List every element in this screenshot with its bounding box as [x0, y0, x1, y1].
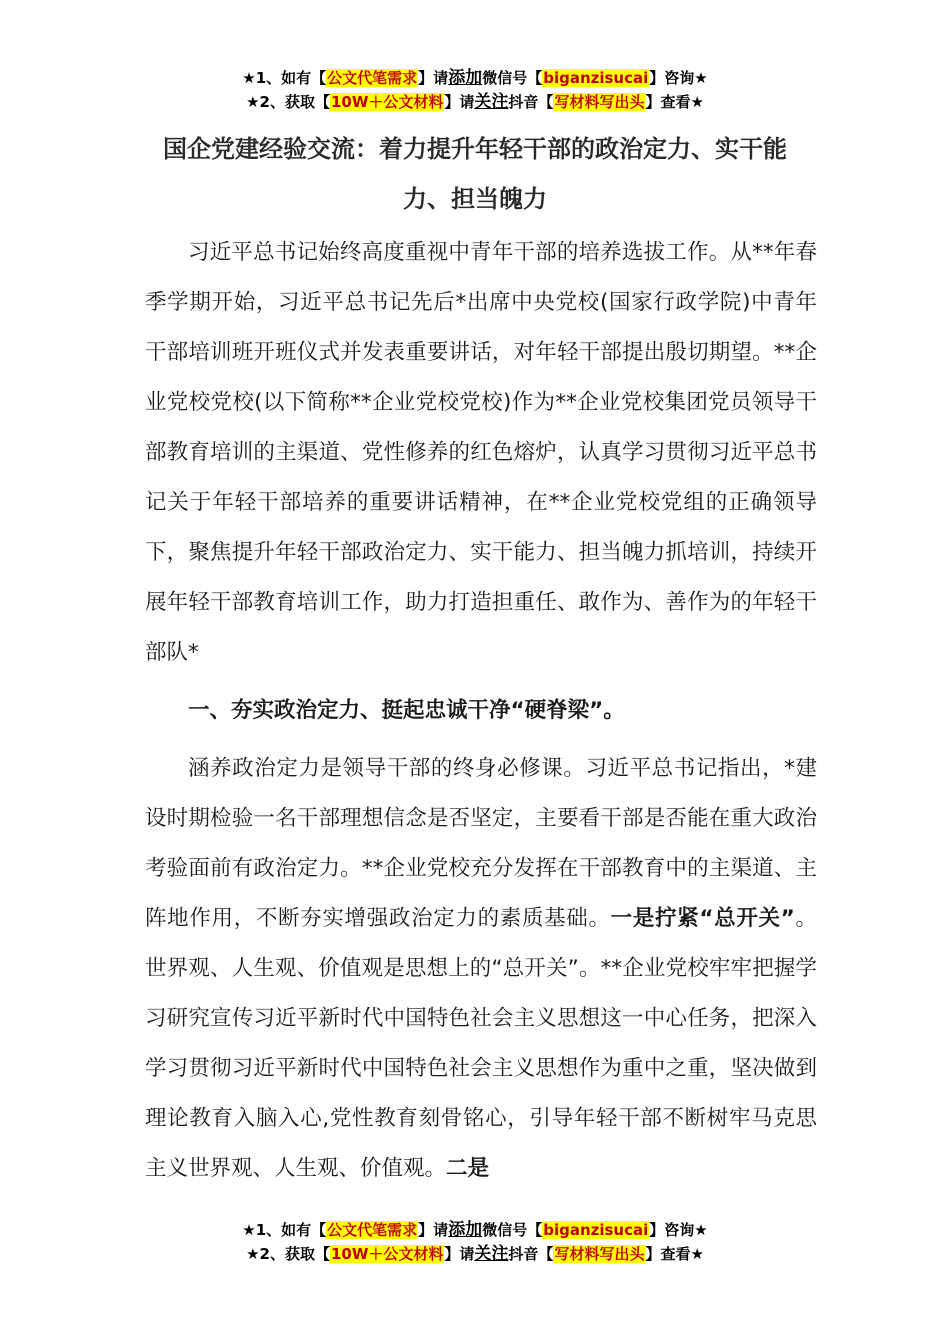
- paragraph-section-1: 涵养政治定力是领导干部的终身必修课。习近平总书记指出，*建设时期检验一名干部理想信念是否坚定，主要看干部是否能在重大政治考验面前有政治定力。**企业党校充分发挥在干部教育中的主渠道、主阵地作用，不断夯实增强政治定力的素质基础。一是拧紧“总开关”。世界观、人生观、价值观是思想上的“总开关”。**企业党校牢牢把握学习研究宣传习近平新时代中国特色社会主义思想这一中心任务，把深入学习贯彻习近平新时代中国特色社会主义思想作为重中之重，坚决做到理论教育入脑入心,党性教育刻骨铭心，引导年轻干部不断树牢马克思主义世界观、人生观、价值观。二是: [145, 756, 817, 1181]
- document-title: 国企党建经验交流：着力提升年轻干部的政治定力、实干能力、担当魄力: [163, 135, 787, 213]
- notice-line-1-bottom: ★1、如有【公文代笔需求】请添加微信号【biganzisucai】咨询★: [242, 1220, 708, 1240]
- highlight-service: 公文代笔需求: [327, 69, 418, 87]
- section-heading-1: 一、夯实政治定力、挺起忠诚干净“硬脊梁”。: [188, 698, 625, 723]
- notice-line-2: ★2、获取【10W＋公文材料】请关注抖音【写材料写出头】查看★: [246, 92, 704, 112]
- highlight-materials: 10W＋公文材料: [330, 1245, 444, 1263]
- bottom-notice: [0, 1218, 950, 1266]
- document-body: [145, 228, 817, 1194]
- notice-line-1: ★1、如有【公文代笔需求】请添加微信号【biganzisucai】咨询★: [242, 68, 708, 88]
- top-notice: [0, 66, 950, 114]
- highlight-wechat-id: biganzisucai: [543, 69, 649, 87]
- highlight-service: 公文代笔需求: [327, 1221, 418, 1239]
- highlight-materials: 10W＋公文材料: [330, 93, 444, 111]
- notice-line-2-bottom: ★2、获取【10W＋公文材料】请关注抖音【写材料写出头】查看★: [246, 1244, 704, 1264]
- highlight-douyin: 写材料写出头: [554, 93, 645, 111]
- highlight-douyin: 写材料写出头: [554, 1245, 645, 1263]
- highlight-wechat-id: biganzisucai: [543, 1221, 649, 1239]
- paragraph-intro: 习近平总书记始终高度重视中青年干部的培养选拔工作。从**年春季学期开始，习近平总书记先后*出席中央党校(国家行政学院)中青年干部培训班开班仪式并发表重要讲话，对年轻干部提出殷切期望。**企业党校党校(以下简称**企业党校党校)作为**企业党校集团党员领导干部教育培训的主渠道、党性修养的红色熔炉，认真学习贯彻习近平总书记关于年轻干部培养的重要讲话精神，在**企业党校党组的正确领导下，聚焦提升年轻干部政治定力、实干能力、担当魄力抓培训，持续开展年轻干部教育培训工作，助力打造担重任、敢作为、善作为的年轻干部队*: [145, 240, 817, 665]
